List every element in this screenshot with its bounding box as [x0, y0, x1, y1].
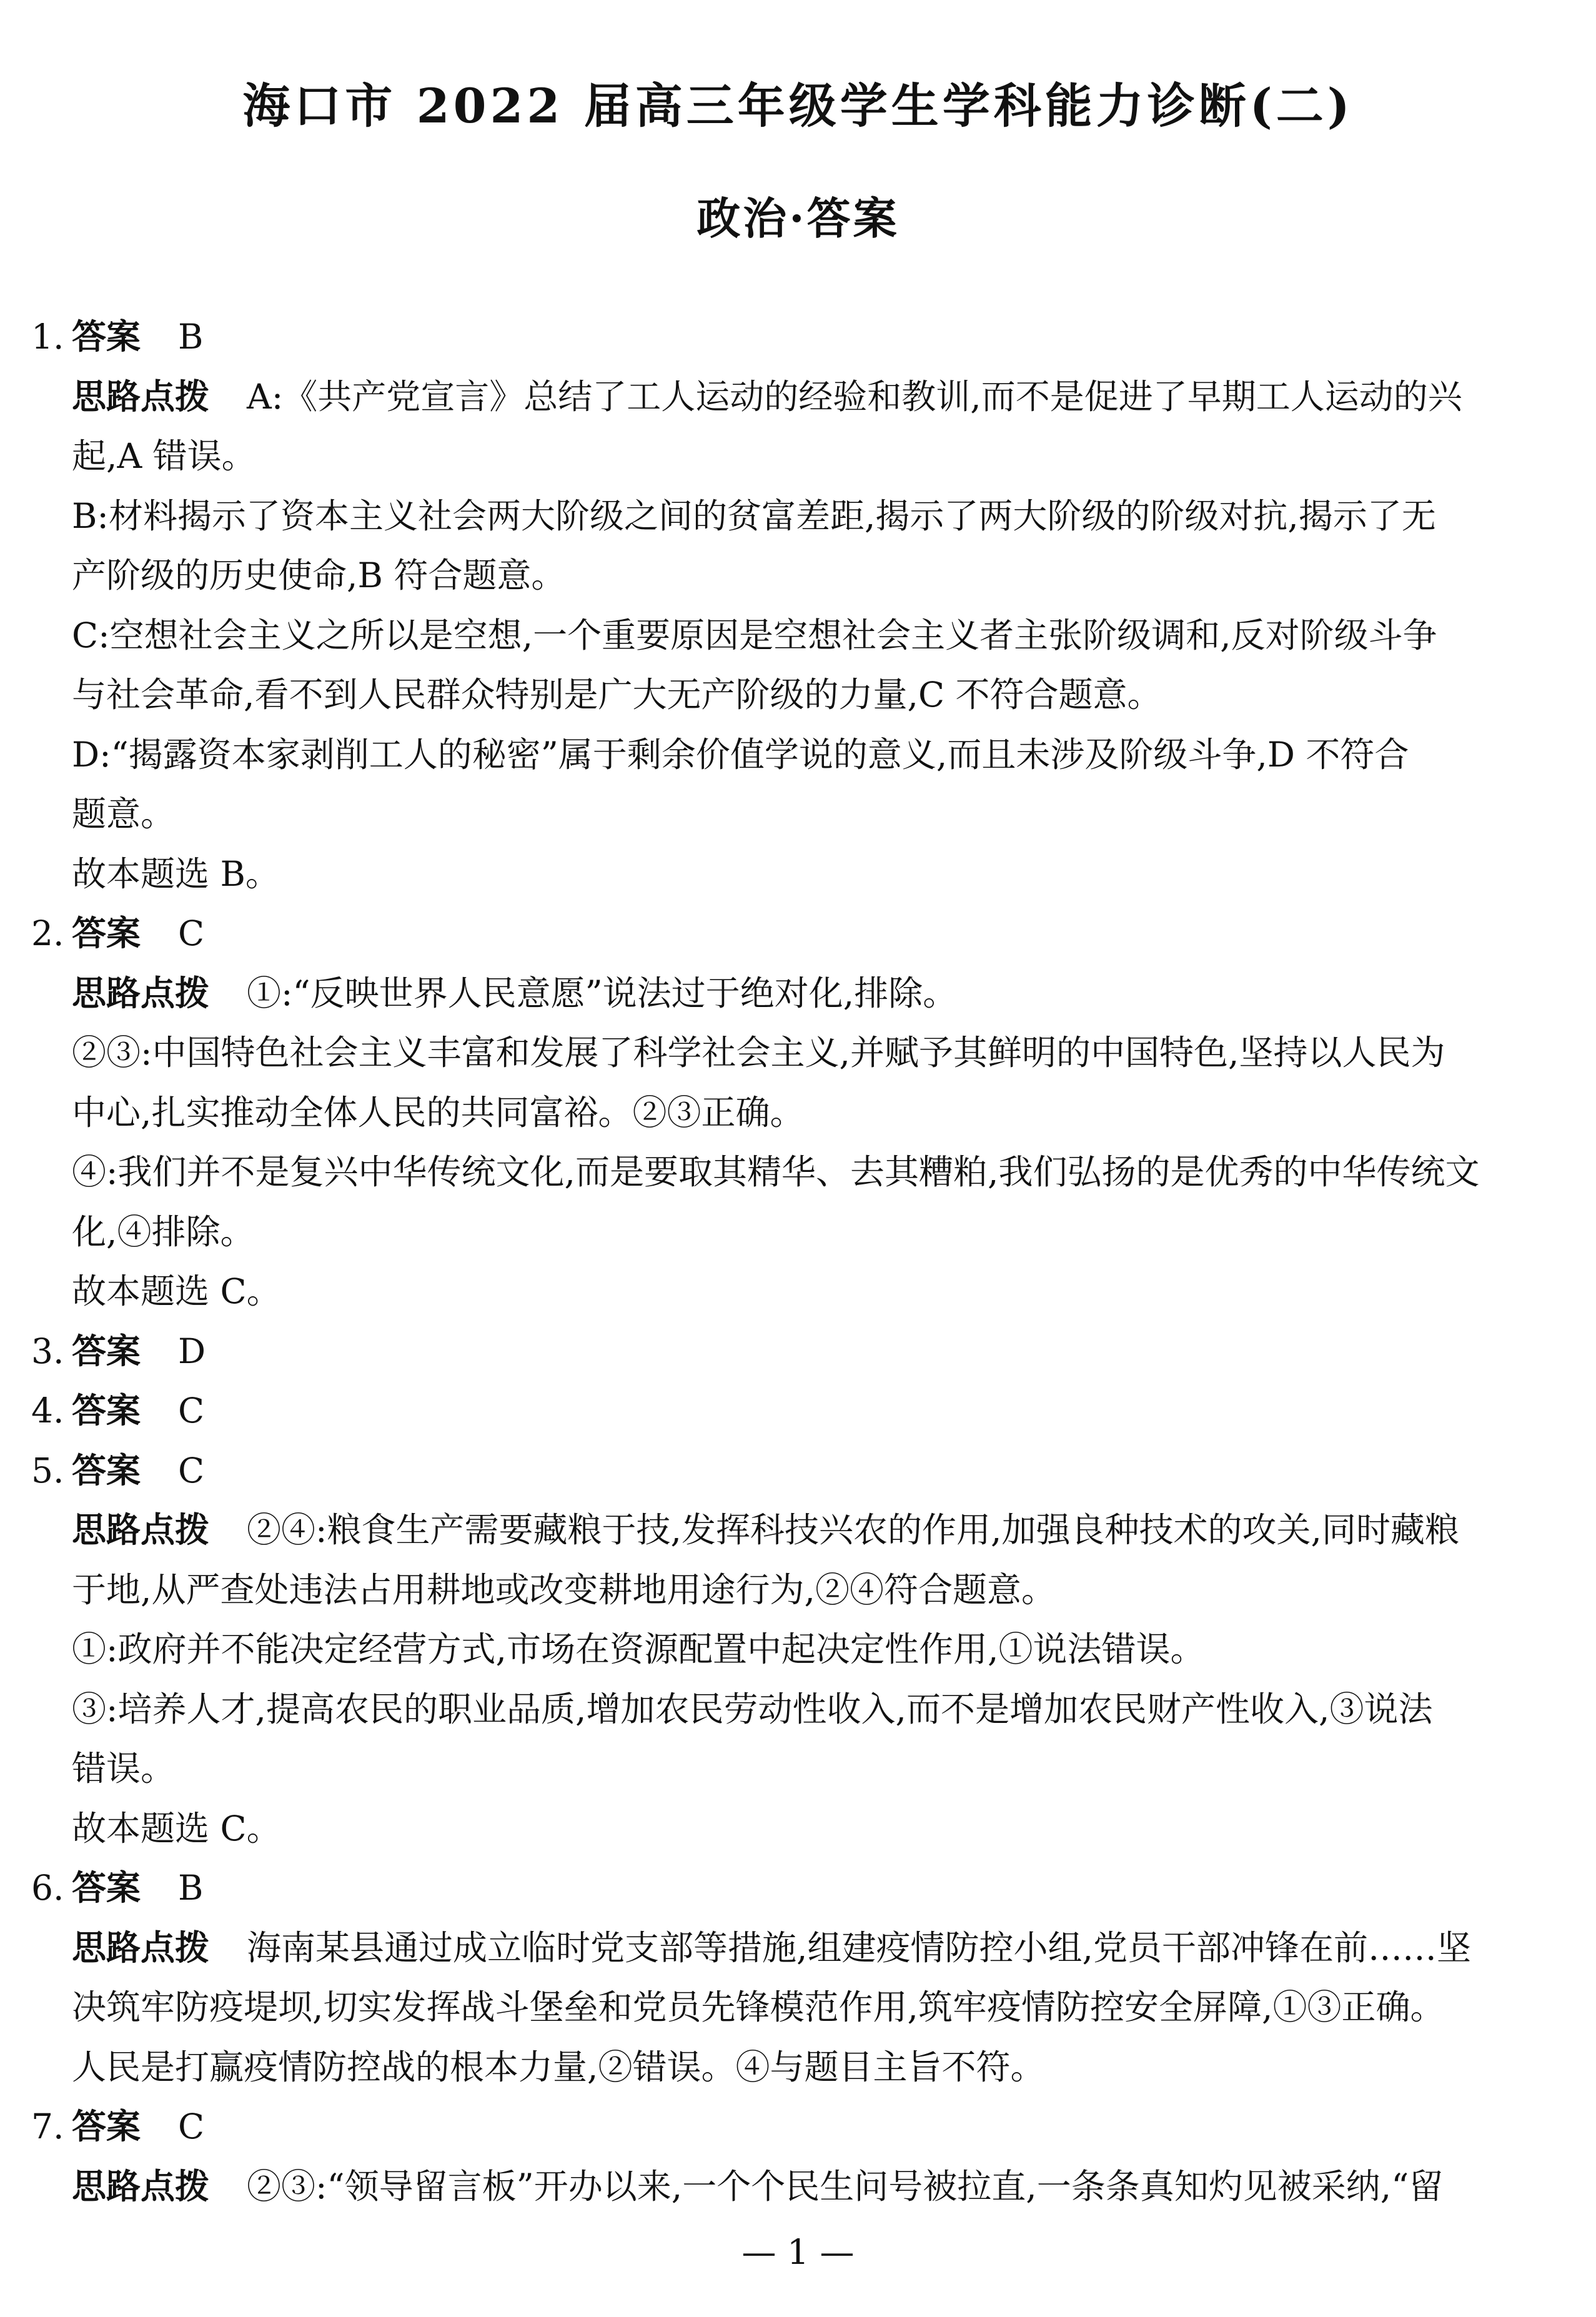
- answers-content: [31, 307, 1568, 2216]
- question-2-conclusion: 故本题选 C。: [72, 1271, 281, 1311]
- question-1-line: 产阶级的历史使命,B 符合题意。: [72, 555, 566, 595]
- question-1-line: C:空想社会主义之所以是空想,一个重要原因是空想社会主义者主张阶级调和,反对阶级斗争: [72, 615, 1437, 655]
- question-4-answer: 4. 答案 C: [31, 1391, 205, 1431]
- question-1-conclusion: 故本题选 B。: [72, 853, 280, 894]
- question-6-line: 人民是打赢疫情防控战的根本力量,②错误。④与题目主旨不符。: [72, 2047, 1045, 2087]
- question-5-line: 于地,从严查处违法占用耕地或改变耕地用途行为,②④符合题意。: [72, 1569, 1056, 1610]
- question-3-answer: 3. 答案 D: [31, 1331, 206, 1371]
- question-5-conclusion: 故本题选 C。: [72, 1808, 281, 1848]
- question-2-line: ④:我们并不是复兴中华传统文化,而是要取其精华、去其糟粕,我们弘扬的是优秀的中华传统文: [72, 1152, 1480, 1192]
- document-subtitle: 政治·答案: [696, 192, 900, 244]
- question-1-hint: 思路点拨 A:《共产党宣言》总结了工人运动的经验和教训,而不是促进了早期工人运动的兴: [72, 376, 1462, 417]
- question-5-line: ③:培养人才,提高农民的职业品质,增加农民劳动性收入,而不是增加农民财产性收入,③说法: [72, 1689, 1433, 1729]
- question-5-hint: 思路点拨 ②④:粮食生产需要藏粮于技,发挥科技兴农的作用,加强良种技术的攻关,同时藏粮: [72, 1510, 1459, 1550]
- question-1-line: B:材料揭示了资本主义社会两大阶级之间的贫富差距,揭示了两大阶级的阶级对抗,揭示了无: [72, 495, 1436, 536]
- question-2-line: 中心,扎实推动全体人民的共同富裕。②③正确。: [72, 1092, 805, 1133]
- question-6-line: 决筑牢防疫堤坝,切实发挥战斗堡垒和党员先锋模范作用,筑牢疫情防控安全屏障,①③正确。: [72, 1987, 1445, 2027]
- question-5-line: 错误。: [72, 1749, 176, 1789]
- question-1-line: D:“揭露资本家剥削工人的秘密”属于剩余价值学说的意义,而且未涉及阶级斗争,D 不符合: [72, 734, 1409, 775]
- question-6-hint: 思路点拨 海南某县通过成立临时党支部等措施,组建疫情防控小组,党员干部冲锋在前……坚: [72, 1927, 1471, 1968]
- question-5-line: ①:政府并不能决定经营方式,市场在资源配置中起决定性作用,①说法错误。: [72, 1629, 1205, 1669]
- question-2-line: ②③:中国特色社会主义丰富和发展了科学社会主义,并赋予其鲜明的中国特色,坚持以人民为: [72, 1033, 1445, 1073]
- question-2-hint: 思路点拨 ①:“反映世界人民意愿”说法过于绝对化,排除。: [72, 973, 958, 1013]
- question-1-line: 起,A 错误。: [72, 436, 256, 476]
- page-number: — 1 —: [741, 2232, 855, 2272]
- question-2-line: 化,④排除。: [72, 1211, 255, 1252]
- question-5-answer: 5. 答案 C: [31, 1450, 205, 1491]
- question-2-answer: 2. 答案 C: [31, 913, 205, 953]
- question-7-hint: 思路点拨 ②③:“领导留言板”开办以来,一个个民生问号被拉直,一条条真知灼见被采纳,“留: [72, 2166, 1444, 2206]
- question-1-line: 题意。: [72, 794, 176, 834]
- question-1-line: 与社会革命,看不到人民群众特别是广大无产阶级的力量,C 不符合题意。: [72, 675, 1162, 715]
- document-title: 海口市 2022 届高三年级学生学科能力诊断(二): [242, 78, 1354, 134]
- question-7-answer: 7. 答案 C: [31, 2106, 205, 2146]
- question-6-answer: 6. 答案 B: [31, 1868, 204, 1908]
- question-1-answer: 1. 答案 B: [31, 317, 204, 357]
